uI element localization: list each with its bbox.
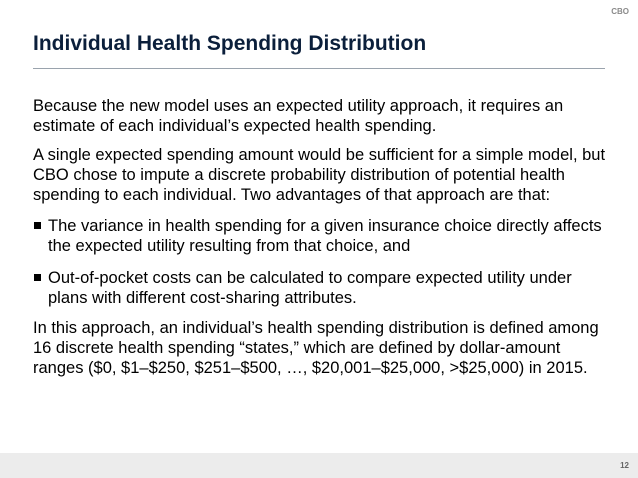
bullet-item-variance <box>33 216 613 256</box>
distribution-paragraph: In this approach, an individual’s health spending distribution is defined among 16 discrete health spending “states,” which are defined by dollar-amount ranges ($0, $1–$250, $251–$500, …, $20,001–$25,000, >$25,000) in 2015. <box>33 319 599 377</box>
footer-bar <box>0 453 638 478</box>
title-divider <box>33 68 605 69</box>
slide-body <box>33 96 613 378</box>
page-number: 12 <box>620 461 629 470</box>
intro-paragraph: Because the new model uses an expected utility approach, it requires an estimate of each individual’s expected health spending. <box>33 97 564 135</box>
bullet-text: The variance in health spending for a given insurance choice directly affects the expected utility resulting from that choice, and <box>48 217 602 255</box>
slide-title: Individual Health Spending Distribution <box>33 32 427 55</box>
advantages-list <box>33 216 613 308</box>
org-label: CBO <box>611 7 629 16</box>
square-bullet-icon <box>34 274 41 281</box>
approach-paragraph: A single expected spending amount would be sufficient for a simple model, but CBO chose to impute a discrete probability distribution of potential health spending to each individual. Two advantages of that approach are that: <box>33 146 606 204</box>
square-bullet-icon <box>34 222 41 229</box>
bullet-text: Out-of-pocket costs can be calculated to compare expected utility under plans with different cost-sharing attributes. <box>48 269 572 307</box>
bullet-item-out-of-pocket <box>33 268 613 308</box>
